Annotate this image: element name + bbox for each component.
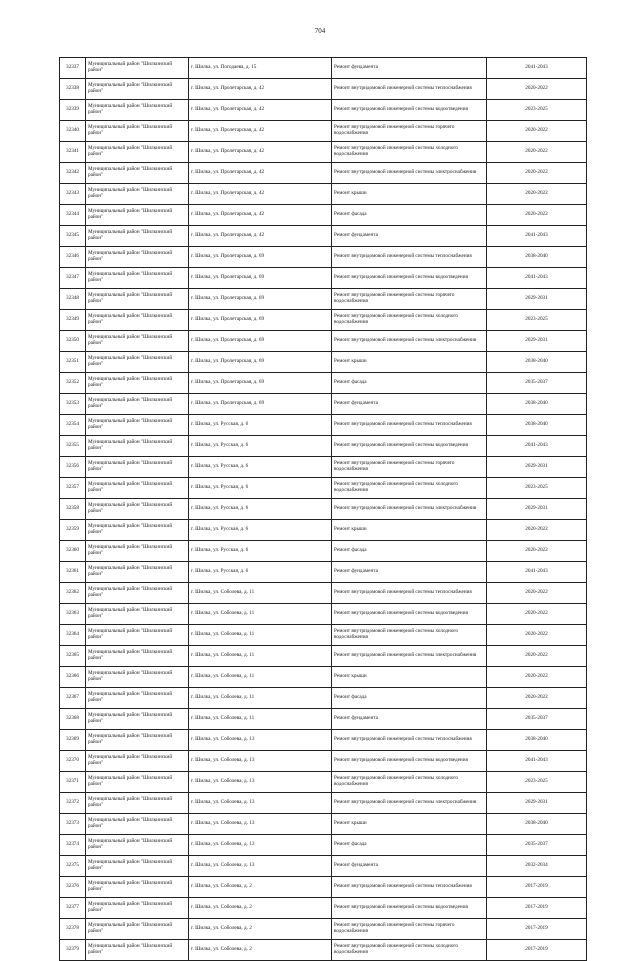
- work-type-cell: Ремонт фасада: [332, 688, 487, 709]
- row-number-cell: 32364: [60, 625, 86, 646]
- row-number-cell: 32339: [60, 100, 86, 121]
- table-row: [60, 730, 587, 751]
- work-type-cell: Ремонт внутридомовой инженерной системы теплоснабжения: [332, 79, 487, 100]
- address-cell: г. Шилка, ул. Соболева, д. 13: [189, 814, 332, 835]
- address-cell: г. Шилка, ул. Соболева, д. 13: [189, 772, 332, 793]
- table-row: [60, 205, 587, 226]
- period-cell: 2017-2019: [487, 940, 587, 961]
- address-cell: г. Шилка, ул. Русская, д. 6: [189, 478, 332, 499]
- work-type-cell: Ремонт внутридомовой инженерной системы горячего водоснабжения: [332, 121, 487, 142]
- address-cell: г. Шилка, ул. Соболева, д. 13: [189, 835, 332, 856]
- district-cell: Муниципальный район "Шилкинский район": [86, 478, 189, 499]
- work-type-cell: Ремонт внутридомовой инженерной системы теплоснабжения: [332, 415, 487, 436]
- table-row: [60, 772, 587, 793]
- work-type-cell: Ремонт фундамента: [332, 562, 487, 583]
- period-cell: 2041-2043: [487, 562, 587, 583]
- district-cell: Муниципальный район "Шилкинский район": [86, 520, 189, 541]
- period-cell: 2038-2040: [487, 352, 587, 373]
- address-cell: г. Шилка, ул. Соболева, д. 11: [189, 583, 332, 604]
- district-cell: Муниципальный район "Шилкинский район": [86, 352, 189, 373]
- district-cell: Муниципальный район "Шилкинский район": [86, 751, 189, 772]
- district-cell: Муниципальный район "Шилкинский район": [86, 898, 189, 919]
- row-number-cell: 32358: [60, 499, 86, 520]
- row-number-cell: 32356: [60, 457, 86, 478]
- table-row: [60, 688, 587, 709]
- period-cell: 2035-2037: [487, 835, 587, 856]
- district-cell: Муниципальный район "Шилкинский район": [86, 289, 189, 310]
- work-type-cell: Ремонт внутридомовой инженерной системы электроснабжения: [332, 793, 487, 814]
- district-cell: Муниципальный район "Шилкинский район": [86, 646, 189, 667]
- address-cell: г. Шилка, ул. Пролетарская, д. 42: [189, 142, 332, 163]
- address-cell: г. Шилка, ул. Русская, д. 6: [189, 436, 332, 457]
- district-cell: Муниципальный район "Шилкинский район": [86, 709, 189, 730]
- row-number-cell: 32346: [60, 247, 86, 268]
- work-type-cell: Ремонт внутридомовой инженерной системы горячего водоснабжения: [332, 289, 487, 310]
- period-cell: 2029-2031: [487, 793, 587, 814]
- table-row: [60, 184, 587, 205]
- address-cell: г. Шилка, ул. Пролетарская, д. 42: [189, 205, 332, 226]
- address-cell: г. Шилка, ул. Соболева, д. 2: [189, 919, 332, 940]
- row-number-cell: 32359: [60, 520, 86, 541]
- table-row: [60, 352, 587, 373]
- work-type-cell: Ремонт фундамента: [332, 226, 487, 247]
- row-number-cell: 32363: [60, 604, 86, 625]
- address-cell: г. Шилка, ул. Русская, д. 6: [189, 520, 332, 541]
- district-cell: Муниципальный район "Шилкинский район": [86, 877, 189, 898]
- table-row: [60, 835, 587, 856]
- address-cell: г. Шилка, ул. Русская, д. 6: [189, 562, 332, 583]
- work-type-cell: Ремонт внутридомовой инженерной системы водоотведения: [332, 436, 487, 457]
- work-type-cell: Ремонт внутридомовой инженерной системы холодного водоснабжения: [332, 478, 487, 499]
- district-cell: Муниципальный район "Шилкинский район": [86, 940, 189, 961]
- work-type-cell: Ремонт внутридомовой инженерной системы холодного водоснабжения: [332, 142, 487, 163]
- table-row: [60, 583, 587, 604]
- row-number-cell: 32369: [60, 730, 86, 751]
- row-number-cell: 32378: [60, 919, 86, 940]
- period-cell: 2020-2022: [487, 583, 587, 604]
- table-row: [60, 940, 587, 961]
- row-number-cell: 32361: [60, 562, 86, 583]
- row-number-cell: 32372: [60, 793, 86, 814]
- work-type-cell: Ремонт внутридомовой инженерной системы водоотведения: [332, 898, 487, 919]
- table-row: [60, 289, 587, 310]
- row-number-cell: 32353: [60, 394, 86, 415]
- period-cell: 2038-2040: [487, 394, 587, 415]
- table-body: [60, 58, 587, 961]
- table-row: [60, 562, 587, 583]
- district-cell: Муниципальный район "Шилкинский район": [86, 730, 189, 751]
- table-row: [60, 331, 587, 352]
- period-cell: 2020-2022: [487, 520, 587, 541]
- period-cell: 2035-2037: [487, 373, 587, 394]
- period-cell: 2035-2037: [487, 709, 587, 730]
- work-type-cell: Ремонт внутридомовой инженерной системы водоотведения: [332, 751, 487, 772]
- period-cell: 2041-2043: [487, 751, 587, 772]
- row-number-cell: 32347: [60, 268, 86, 289]
- address-cell: г. Шилка, ул. Соболева, д. 11: [189, 625, 332, 646]
- period-cell: 2020-2022: [487, 541, 587, 562]
- address-cell: г. Шилка, ул. Пролетарская, д. 69: [189, 373, 332, 394]
- table-row: [60, 436, 587, 457]
- table-row: [60, 898, 587, 919]
- work-type-cell: Ремонт крыши: [332, 814, 487, 835]
- table-row: [60, 457, 587, 478]
- row-number-cell: 32342: [60, 163, 86, 184]
- address-cell: г. Шилка, ул. Пролетарская, д. 42: [189, 184, 332, 205]
- district-cell: Муниципальный район "Шилкинский район": [86, 226, 189, 247]
- row-number-cell: 32367: [60, 688, 86, 709]
- work-type-cell: Ремонт внутридомовой инженерной системы холодного водоснабжения: [332, 940, 487, 961]
- district-cell: Муниципальный район "Шилкинский район": [86, 772, 189, 793]
- address-cell: г. Шилка, ул. Соболева, д. 13: [189, 856, 332, 877]
- work-type-cell: Ремонт внутридомовой инженерной системы электроснабжения: [332, 331, 487, 352]
- period-cell: 2041-2043: [487, 58, 587, 79]
- row-number-cell: 32365: [60, 646, 86, 667]
- table-row: [60, 373, 587, 394]
- district-cell: Муниципальный район "Шилкинский район": [86, 205, 189, 226]
- period-cell: 2029-2031: [487, 499, 587, 520]
- work-type-cell: Ремонт внутридомовой инженерной системы холодного водоснабжения: [332, 625, 487, 646]
- row-number-cell: 32368: [60, 709, 86, 730]
- address-cell: г. Шилка, ул. Русская, д. 6: [189, 457, 332, 478]
- work-type-cell: Ремонт внутридомовой инженерной системы теплоснабжения: [332, 583, 487, 604]
- work-type-cell: Ремонт фасада: [332, 835, 487, 856]
- address-cell: г. Шилка, ул. Соболева, д. 11: [189, 604, 332, 625]
- row-number-cell: 32379: [60, 940, 86, 961]
- row-number-cell: 32362: [60, 583, 86, 604]
- work-type-cell: Ремонт внутридомовой инженерной системы холодного водоснабжения: [332, 310, 487, 331]
- row-number-cell: 32343: [60, 184, 86, 205]
- work-type-cell: Ремонт внутридомовой инженерной системы холодного водоснабжения: [332, 772, 487, 793]
- table-row: [60, 856, 587, 877]
- period-cell: 2041-2043: [487, 226, 587, 247]
- row-number-cell: 32360: [60, 541, 86, 562]
- address-cell: г. Шилка, ул. Русская, д. 6: [189, 499, 332, 520]
- row-number-cell: 32376: [60, 877, 86, 898]
- address-cell: г. Шилка, ул. Пролетарская, д. 42: [189, 100, 332, 121]
- table-row: [60, 751, 587, 772]
- district-cell: Муниципальный район "Шилкинский район": [86, 919, 189, 940]
- period-cell: 2017-2019: [487, 919, 587, 940]
- table-row: [60, 226, 587, 247]
- work-type-cell: Ремонт фасада: [332, 541, 487, 562]
- work-type-cell: Ремонт внутридомовой инженерной системы водоотведения: [332, 100, 487, 121]
- work-type-cell: Ремонт фундамента: [332, 58, 487, 79]
- district-cell: Муниципальный район "Шилкинский район": [86, 121, 189, 142]
- district-cell: Муниципальный район "Шилкинский район": [86, 814, 189, 835]
- row-number-cell: 32374: [60, 835, 86, 856]
- district-cell: Муниципальный район "Шилкинский район": [86, 436, 189, 457]
- district-cell: Муниципальный район "Шилкинский район": [86, 373, 189, 394]
- address-cell: г. Шилка, ул. Соболева, д. 13: [189, 751, 332, 772]
- row-number-cell: 32373: [60, 814, 86, 835]
- row-number-cell: 32355: [60, 436, 86, 457]
- table-row: [60, 625, 587, 646]
- row-number-cell: 32354: [60, 415, 86, 436]
- work-type-cell: Ремонт крыши: [332, 184, 487, 205]
- table-row: [60, 415, 587, 436]
- period-cell: 2038-2040: [487, 247, 587, 268]
- address-cell: г. Шилка, ул. Соболева, д. 2: [189, 898, 332, 919]
- row-number-cell: 32375: [60, 856, 86, 877]
- address-cell: г. Шилка, ул. Соболева, д. 11: [189, 667, 332, 688]
- table-row: [60, 520, 587, 541]
- period-cell: 2017-2019: [487, 877, 587, 898]
- work-type-cell: Ремонт внутридомовой инженерной системы водоотведения: [332, 268, 487, 289]
- district-cell: Муниципальный район "Шилкинский район": [86, 415, 189, 436]
- table-row: [60, 310, 587, 331]
- work-type-cell: Ремонт фасада: [332, 205, 487, 226]
- table-row: [60, 268, 587, 289]
- period-cell: 2020-2022: [487, 646, 587, 667]
- district-cell: Муниципальный район "Шилкинский район": [86, 394, 189, 415]
- district-cell: Муниципальный район "Шилкинский район": [86, 163, 189, 184]
- district-cell: Муниципальный район "Шилкинский район": [86, 583, 189, 604]
- address-cell: г. Шилка, ул. Пролетарская, д. 69: [189, 289, 332, 310]
- row-number-cell: 32350: [60, 331, 86, 352]
- district-cell: Муниципальный район "Шилкинский район": [86, 604, 189, 625]
- row-number-cell: 32357: [60, 478, 86, 499]
- district-cell: Муниципальный район "Шилкинский район": [86, 79, 189, 100]
- address-cell: г. Шилка, ул. Русская, д. 6: [189, 541, 332, 562]
- work-type-cell: Ремонт внутридомовой инженерной системы электроснабжения: [332, 646, 487, 667]
- address-cell: г. Шилка, ул. Соболева, д. 2: [189, 877, 332, 898]
- address-cell: г. Шилка, ул. Соболева, д. 11: [189, 688, 332, 709]
- work-type-cell: Ремонт фундамента: [332, 709, 487, 730]
- table-row: [60, 541, 587, 562]
- work-type-cell: Ремонт внутридомовой инженерной системы электроснабжения: [332, 499, 487, 520]
- table-row: [60, 100, 587, 121]
- period-cell: 2020-2022: [487, 688, 587, 709]
- table-row: [60, 919, 587, 940]
- period-cell: 2020-2022: [487, 667, 587, 688]
- address-cell: г. Шилка, ул. Пролетарская, д. 42: [189, 163, 332, 184]
- row-number-cell: 32345: [60, 226, 86, 247]
- address-cell: г. Шилка, ул. Пролетарская, д. 42: [189, 226, 332, 247]
- table-row: [60, 247, 587, 268]
- period-cell: 2038-2040: [487, 415, 587, 436]
- row-number-cell: 32340: [60, 121, 86, 142]
- table-row: [60, 499, 587, 520]
- district-cell: Муниципальный район "Шилкинский район": [86, 688, 189, 709]
- district-cell: Муниципальный район "Шилкинский район": [86, 268, 189, 289]
- period-cell: 2041-2043: [487, 268, 587, 289]
- period-cell: 2020-2022: [487, 163, 587, 184]
- district-cell: Муниципальный район "Шилкинский район": [86, 184, 189, 205]
- period-cell: 2038-2040: [487, 814, 587, 835]
- address-cell: г. Шилка, ул. Погодаева, д. 15: [189, 58, 332, 79]
- repair-schedule-table: [59, 57, 587, 961]
- period-cell: 2020-2022: [487, 184, 587, 205]
- district-cell: Муниципальный район "Шилкинский район": [86, 142, 189, 163]
- row-number-cell: 32344: [60, 205, 86, 226]
- district-cell: Муниципальный район "Шилкинский район": [86, 667, 189, 688]
- district-cell: Муниципальный район "Шилкинский район": [86, 58, 189, 79]
- period-cell: 2023-2025: [487, 478, 587, 499]
- district-cell: Муниципальный район "Шилкинский район": [86, 793, 189, 814]
- work-type-cell: Ремонт фундамента: [332, 394, 487, 415]
- district-cell: Муниципальный район "Шилкинский район": [86, 457, 189, 478]
- period-cell: 2020-2022: [487, 121, 587, 142]
- address-cell: г. Шилка, ул. Пролетарская, д. 69: [189, 268, 332, 289]
- period-cell: 2023-2025: [487, 772, 587, 793]
- work-type-cell: Ремонт внутридомовой инженерной системы горячего водоснабжения: [332, 457, 487, 478]
- period-cell: 2017-2019: [487, 898, 587, 919]
- row-number-cell: 32352: [60, 373, 86, 394]
- row-number-cell: 32341: [60, 142, 86, 163]
- period-cell: 2020-2022: [487, 625, 587, 646]
- row-number-cell: 32370: [60, 751, 86, 772]
- table-row: [60, 58, 587, 79]
- period-cell: 2023-2025: [487, 100, 587, 121]
- period-cell: 2029-2031: [487, 331, 587, 352]
- table-row: [60, 79, 587, 100]
- work-type-cell: Ремонт внутридомовой инженерной системы теплоснабжения: [332, 730, 487, 751]
- row-number-cell: 32349: [60, 310, 86, 331]
- period-cell: 2032-2034: [487, 856, 587, 877]
- table-row: [60, 604, 587, 625]
- address-cell: г. Шилка, ул. Пролетарская, д. 69: [189, 394, 332, 415]
- table-row: [60, 142, 587, 163]
- address-cell: г. Шилка, ул. Соболева, д. 2: [189, 940, 332, 961]
- table-row: [60, 163, 587, 184]
- work-type-cell: Ремонт крыши: [332, 520, 487, 541]
- district-cell: Муниципальный район "Шилкинский район": [86, 856, 189, 877]
- row-number-cell: 32351: [60, 352, 86, 373]
- row-number-cell: 32338: [60, 79, 86, 100]
- district-cell: Муниципальный район "Шилкинский район": [86, 310, 189, 331]
- row-number-cell: 32366: [60, 667, 86, 688]
- work-type-cell: Ремонт внутридомовой инженерной системы горячего водоснабжения: [332, 919, 487, 940]
- period-cell: 2020-2022: [487, 205, 587, 226]
- table-row: [60, 877, 587, 898]
- table-row: [60, 793, 587, 814]
- row-number-cell: 32377: [60, 898, 86, 919]
- address-cell: г. Шилка, ул. Пролетарская, д. 42: [189, 121, 332, 142]
- table-row: [60, 709, 587, 730]
- address-cell: г. Шилка, ул. Соболева, д. 11: [189, 709, 332, 730]
- row-number-cell: 32348: [60, 289, 86, 310]
- district-cell: Муниципальный район "Шилкинский район": [86, 835, 189, 856]
- district-cell: Муниципальный район "Шилкинский район": [86, 100, 189, 121]
- work-type-cell: Ремонт крыши: [332, 667, 487, 688]
- period-cell: 2020-2022: [487, 79, 587, 100]
- work-type-cell: Ремонт крыши: [332, 352, 487, 373]
- address-cell: г. Шилка, ул. Соболева, д. 13: [189, 730, 332, 751]
- address-cell: г. Шилка, ул. Пролетарская, д. 69: [189, 352, 332, 373]
- district-cell: Муниципальный район "Шилкинский район": [86, 499, 189, 520]
- period-cell: 2041-2043: [487, 436, 587, 457]
- period-cell: 2038-2040: [487, 730, 587, 751]
- work-type-cell: Ремонт внутридомовой инженерной системы теплоснабжения: [332, 247, 487, 268]
- page-number: 704: [314, 27, 326, 35]
- table-row: [60, 478, 587, 499]
- period-cell: 2020-2022: [487, 604, 587, 625]
- address-cell: г. Шилка, ул. Соболева, д. 13: [189, 793, 332, 814]
- work-type-cell: Ремонт фасада: [332, 373, 487, 394]
- address-cell: г. Шилка, ул. Пролетарская, д. 42: [189, 79, 332, 100]
- table-row: [60, 667, 587, 688]
- work-type-cell: Ремонт внутридомовой инженерной системы электроснабжения: [332, 163, 487, 184]
- table-row: [60, 814, 587, 835]
- work-type-cell: Ремонт фундамента: [332, 856, 487, 877]
- period-cell: 2020-2022: [487, 142, 587, 163]
- address-cell: г. Шилка, ул. Соболева, д. 11: [189, 646, 332, 667]
- period-cell: 2023-2025: [487, 310, 587, 331]
- district-cell: Муниципальный район "Шилкинский район": [86, 541, 189, 562]
- table-row: [60, 394, 587, 415]
- period-cell: 2029-2031: [487, 289, 587, 310]
- district-cell: Муниципальный район "Шилкинский район": [86, 247, 189, 268]
- row-number-cell: 32371: [60, 772, 86, 793]
- address-cell: г. Шилка, ул. Пролетарская, д. 69: [189, 310, 332, 331]
- row-number-cell: 32337: [60, 58, 86, 79]
- address-cell: г. Шилка, ул. Пролетарская, д. 69: [189, 247, 332, 268]
- district-cell: Муниципальный район "Шилкинский район": [86, 562, 189, 583]
- district-cell: Муниципальный район "Шилкинский район": [86, 625, 189, 646]
- address-cell: г. Шилка, ул. Русская, д. 6: [189, 415, 332, 436]
- table-row: [60, 121, 587, 142]
- table-row: [60, 646, 587, 667]
- district-cell: Муниципальный район "Шилкинский район": [86, 331, 189, 352]
- work-type-cell: Ремонт внутридомовой инженерной системы теплоснабжения: [332, 877, 487, 898]
- work-type-cell: Ремонт внутридомовой инженерной системы водоотведения: [332, 604, 487, 625]
- period-cell: 2029-2031: [487, 457, 587, 478]
- address-cell: г. Шилка, ул. Пролетарская, д. 69: [189, 331, 332, 352]
